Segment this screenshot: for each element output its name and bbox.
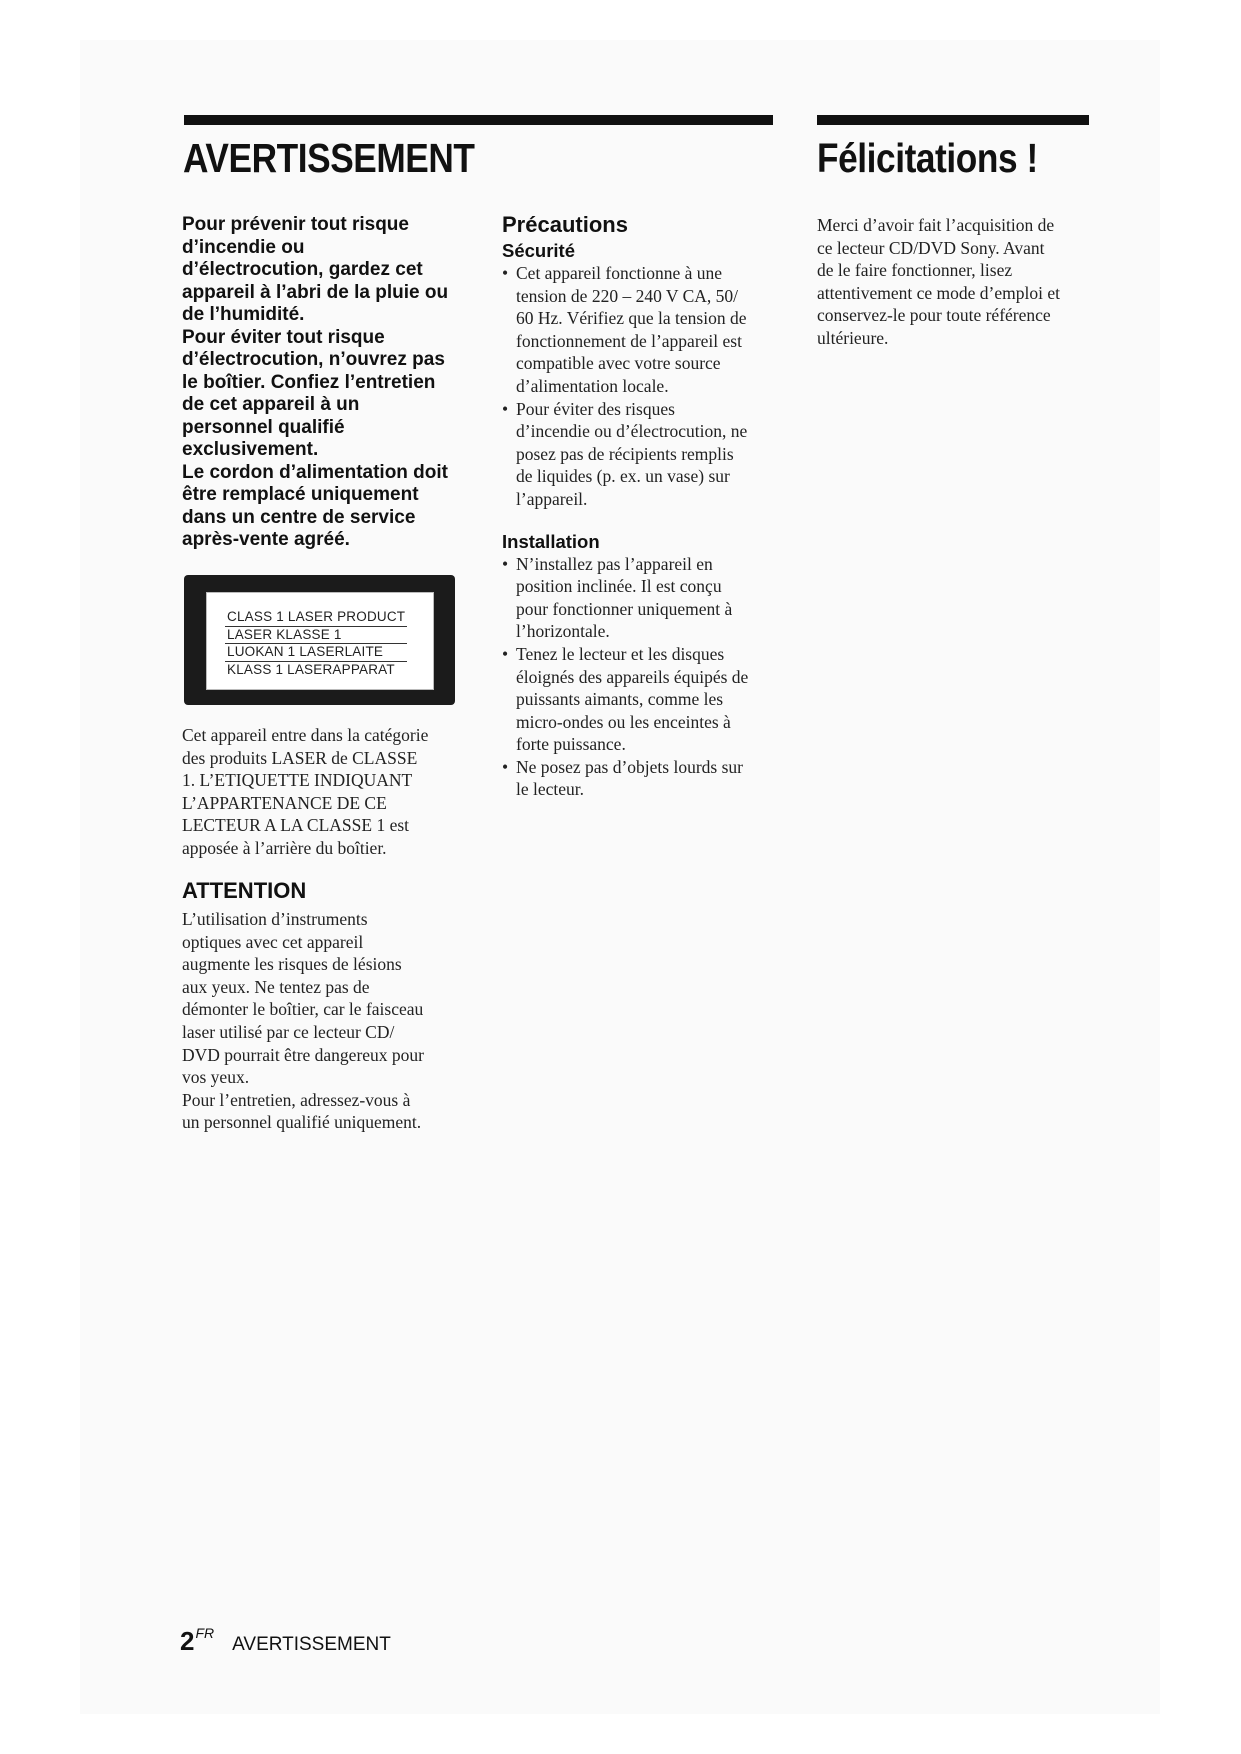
bold-warning-text [182, 214, 472, 552]
list-item [502, 643, 792, 756]
text-line: Le cordon d’alimentation doit [182, 461, 448, 483]
attention-heading: ATTENTION [182, 878, 307, 903]
text-line: de cet appareil à un [182, 394, 360, 415]
text-line: le boîtier. Confiez l’entretien [182, 371, 436, 393]
text-line: Pour éviter tout risque [182, 326, 385, 348]
text-line: • N’installez pas l’appareil en [516, 553, 713, 574]
attention-text [182, 908, 472, 1134]
laser-label-line: KLASS 1 LASERAPPARAT [227, 661, 395, 677]
text-line: LECTEUR A LA CLASSE 1 est [182, 815, 410, 836]
text-line: Cet appareil entre dans la catégorie [182, 725, 429, 745]
text-line: L’APPARTENANCE DE CE [182, 792, 387, 813]
text-line: conservez-le pour toute référence [817, 305, 1051, 326]
text-line: ce lecteur CD/DVD Sony. Avant [817, 237, 1045, 258]
heading-rule-right [817, 115, 1089, 125]
laser-label-line: LUOKAN 1 LASERLAITE [225, 644, 407, 662]
safety-heading: Sécurité [502, 240, 576, 261]
text-line: apposée à l’arrière du boîtier. [182, 837, 387, 858]
precautions-column [502, 212, 792, 801]
text-line: des produits LASER de CLASSE [182, 747, 418, 768]
installation-list [502, 553, 792, 802]
text-line: vos yeux. [182, 1067, 250, 1088]
text-line: optiques avec cet appareil [182, 931, 364, 952]
warning-column [182, 214, 472, 552]
page-title-warning: AVERTISSEMENT [183, 135, 475, 181]
text-line: Pour l’entretien, adressez-vous à [182, 1089, 411, 1110]
text-line: aux yeux. Ne tentez pas de [182, 976, 370, 997]
laser-label-line: LASER KLASSE 1 [225, 627, 407, 645]
text-line: DVD pourrait être dangereux pour [182, 1044, 424, 1065]
text-line: 60 Hz. Vérifiez que la tension de [516, 308, 747, 329]
text-line: • Tenez le lecteur et les disques [516, 643, 725, 664]
footer-section-name: AVERTISSEMENT [232, 1634, 391, 1655]
text-line: • Pour éviter des risques [516, 398, 675, 419]
text-line: compatible avec votre source [516, 353, 721, 374]
text-line: position inclinée. Il est conçu [516, 576, 722, 597]
laser-label-text [225, 609, 407, 678]
text-line: pour fonctionner uniquement à [516, 598, 733, 619]
text-line: de liquides (p. ex. un vase) sur [516, 466, 730, 487]
attention-section [182, 878, 472, 1134]
laser-class-label [184, 575, 455, 705]
laser-label-line: CLASS 1 LASER PRODUCT [225, 609, 407, 627]
text-line: micro-ondes ou les enceintes à [516, 711, 731, 732]
precautions-heading: Précautions [502, 212, 628, 237]
text-line: appareil à l’abri de la pluie ou [182, 281, 449, 303]
text-line: attentivement ce mode d’emploi et [817, 282, 1060, 303]
text-line: de l’humidité. [182, 304, 305, 325]
text-line: dans un centre de service [182, 506, 416, 528]
text-line: d’électrocution, gardez cet [182, 259, 423, 280]
text-line: • Ne posez pas d’objets lourds sur [516, 756, 743, 777]
page-title-congrats: Félicitations ! [817, 135, 1038, 181]
text-line: 1. L’ETIQUETTE INDIQUANT [182, 770, 413, 791]
text-line: un personnel qualifié uniquement. [182, 1112, 422, 1133]
text-line: tension de 220 – 240 V CA, 50/ [516, 285, 738, 306]
text-line: Pour prévenir tout risque [182, 214, 409, 235]
text-line: démonter le boîtier, car le faisceau [182, 999, 424, 1020]
text-line: ultérieure. [817, 327, 889, 348]
text-line: d’électrocution, n’ouvrez pas [182, 349, 445, 370]
text-line: l’horizontale. [516, 621, 610, 642]
list-item [502, 553, 792, 643]
page-language-suffix: FR [195, 1625, 215, 1641]
installation-heading: Installation [502, 530, 600, 552]
text-line: après-vente agréé. [182, 529, 350, 550]
page-footer [180, 1625, 391, 1657]
page-number: 2 [180, 1626, 195, 1656]
text-line: de le faire fonctionner, lisez [817, 260, 1013, 281]
text-line: • Cet appareil fonctionne à une [516, 263, 723, 283]
text-line: d’incendie ou [182, 236, 305, 258]
text-line: exclusivement. [182, 439, 319, 460]
text-line: laser utilisé par ce lecteur CD/ [182, 1021, 395, 1042]
text-line: posez pas de récipients remplis [516, 443, 734, 464]
text-line: fonctionnement de l’appareil est [516, 330, 742, 351]
text-line: L’utilisation d’instruments [182, 909, 368, 929]
text-line: d’incendie ou d’électrocution, ne [516, 421, 748, 442]
list-item [502, 262, 792, 398]
laser-label-inner [206, 592, 434, 690]
text-line: d’alimentation locale. [516, 375, 669, 396]
text-line: puissants aimants, comme les [516, 689, 724, 710]
text-line: être remplacé uniquement [182, 484, 419, 505]
text-line: augmente les risques de lésions [182, 954, 402, 975]
text-line: Merci d’avoir fait l’acquisition de [817, 215, 1055, 235]
congrats-text [817, 214, 1107, 350]
text-line: le lecteur. [516, 779, 585, 800]
text-line: éloignés des appareils équipés de [516, 666, 749, 687]
list-item [502, 398, 792, 511]
laser-class-text [182, 724, 472, 860]
safety-list [502, 262, 792, 511]
text-line: l’appareil. [516, 488, 588, 509]
heading-rule-left [184, 115, 773, 125]
list-item [502, 756, 792, 801]
text-line: personnel qualifié [182, 416, 345, 438]
text-line: forte puissance. [516, 734, 626, 755]
